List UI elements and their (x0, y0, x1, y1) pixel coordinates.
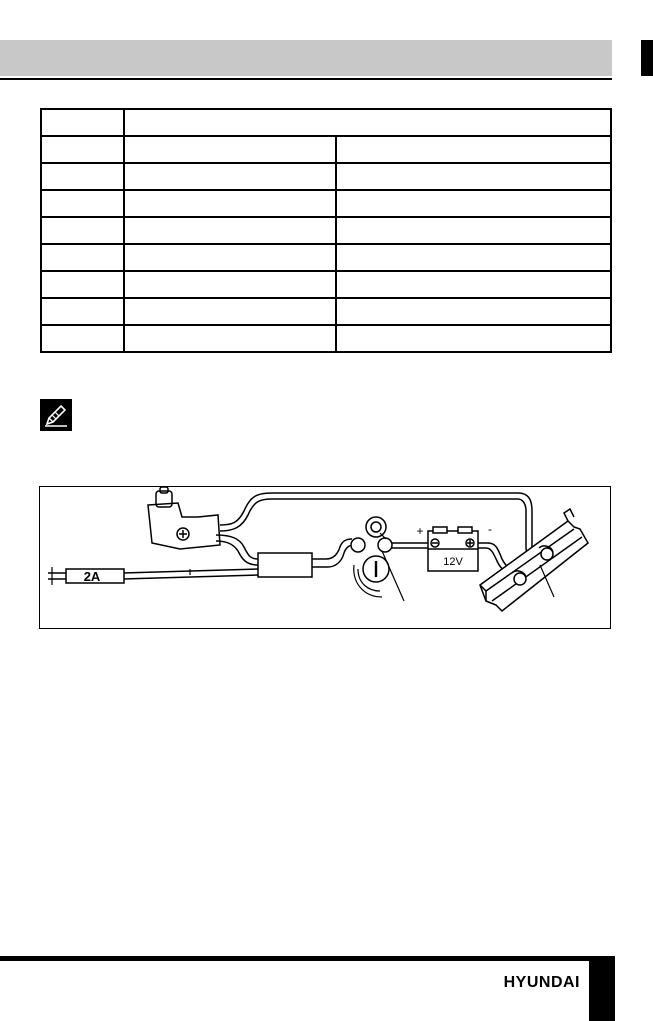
page-edge-tab (641, 40, 653, 76)
section-header-band (0, 40, 612, 76)
table-cell (41, 136, 124, 163)
table-row (41, 298, 611, 325)
table-row (41, 136, 611, 163)
ignition-key-icon (351, 517, 404, 601)
table-row (41, 325, 611, 352)
table-cell (41, 190, 124, 217)
table-cell (41, 109, 124, 136)
table-cell (336, 325, 611, 352)
table-cell (336, 244, 611, 271)
battery-plus-label: + (416, 524, 424, 538)
table-cell (336, 163, 611, 190)
table-cell (124, 244, 336, 271)
table-cell (124, 271, 336, 298)
table-header-row (41, 109, 611, 136)
header-rule (0, 78, 612, 80)
table-cell (124, 136, 336, 163)
table-row (41, 163, 611, 190)
table-cell (336, 190, 611, 217)
table-cell (124, 298, 336, 325)
battery-voltage-label: 12V (443, 556, 463, 568)
table-row (41, 244, 611, 271)
table-cell (41, 244, 124, 271)
table-cell (336, 271, 611, 298)
wiring-diagram (39, 486, 611, 629)
table-cell (124, 325, 336, 352)
table-cell (336, 136, 611, 163)
table-cell (124, 163, 336, 190)
fuse-rating-label: 2A (83, 569, 101, 584)
table-row (41, 190, 611, 217)
pencil-note-icon (40, 399, 72, 431)
table-cell (124, 217, 336, 244)
table-row (41, 217, 611, 244)
table-cell (41, 271, 124, 298)
table-cell (336, 217, 611, 244)
noise-filter-box (258, 553, 312, 577)
table-cell (41, 325, 124, 352)
ignition-cable (312, 539, 354, 567)
table-cell (124, 190, 336, 217)
spec-table (40, 108, 612, 353)
power-connector-icon (148, 487, 220, 549)
table-cell (41, 217, 124, 244)
table-cell (124, 109, 611, 136)
brand-logo: HYUNDAI (503, 974, 580, 991)
signal-cable (216, 535, 258, 565)
table-cell (336, 298, 611, 325)
table-cell (41, 298, 124, 325)
footer-rule (0, 956, 590, 961)
page-number-tab (589, 956, 615, 1021)
table-cell (41, 163, 124, 190)
table-row (41, 271, 611, 298)
battery-minus-label: - (488, 522, 492, 536)
